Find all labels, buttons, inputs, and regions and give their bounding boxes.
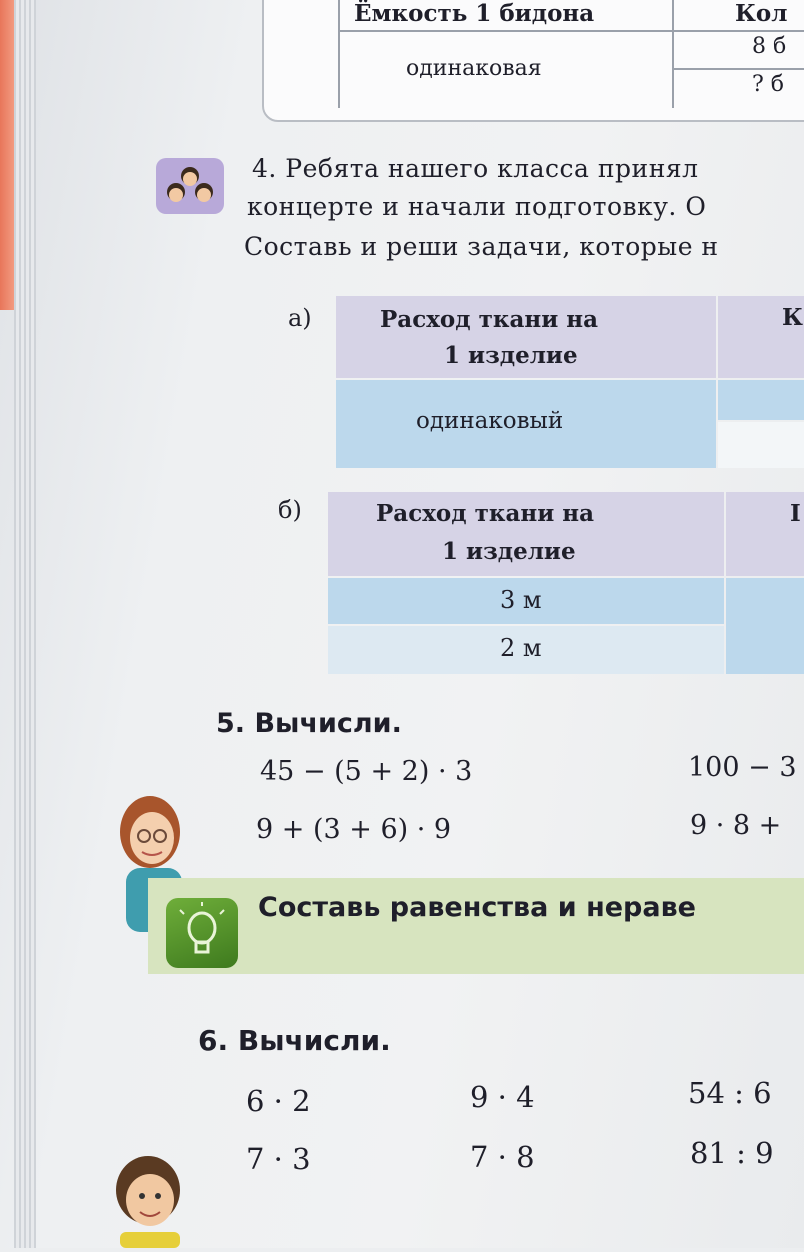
table-a-value: одинаковый [416,408,564,434]
task5-expr4: 9 · 8 + [690,810,782,841]
page-stack-edge [14,0,36,1248]
task4-line3: Составь и реши задачи, которые н [244,232,719,261]
task6-col1-row2: 7 · 3 [246,1142,311,1176]
top-table-row2: ? б [752,72,785,97]
task5-expr2: 9 + (3 + 6) · 9 [256,814,452,845]
task6-col3-row1: 54 : 6 [688,1076,772,1110]
table-a-header-right: К [782,304,803,331]
table-a-label: а) [288,304,312,332]
table-b-header-right: I [790,500,801,527]
table-b-header-line2: 1 изделие [442,538,576,565]
task6-col1-row1: 6 · 2 [246,1084,311,1118]
top-table-header-right: Кол [735,0,788,27]
table-b-row2: 2 м [500,634,542,662]
top-table-row1: 8 б [752,34,787,59]
task6-col3-row2: 81 : 9 [690,1136,774,1170]
table-b-label: б) [278,496,302,524]
task5-title: 5. Вычисли. [216,708,402,739]
lightbulb-icon [166,898,238,968]
top-table-value: одинаковая [406,56,542,81]
table-b-header-line1: Расход ткани на [376,500,594,527]
top-table-header-left: Ёмкость 1 бидона [354,0,595,27]
task5-expr1: 45 − (5 + 2) · 3 [260,756,473,787]
task6-title: 6. Вычисли. [198,1024,391,1057]
table-a-header-line1: Расход ткани на [380,306,598,333]
task4-line2: концерте и начали подготовку. О [247,192,707,221]
table-a-header-line2: 1 изделие [444,342,578,369]
table-b-row1: 3 м [500,586,542,614]
task6-col2-row1: 9 · 4 [470,1080,535,1114]
task5-expr3: 100 − 3 [688,752,797,783]
page-edge-decoration [0,0,14,310]
group-work-icon [156,158,224,214]
boy-illustration [106,1150,190,1248]
task6-col2-row2: 7 · 8 [470,1140,535,1174]
task4-line1: 4. Ребята нашего класса принял [252,154,699,183]
creative-task-text: Составь равенства и нераве [258,892,696,923]
